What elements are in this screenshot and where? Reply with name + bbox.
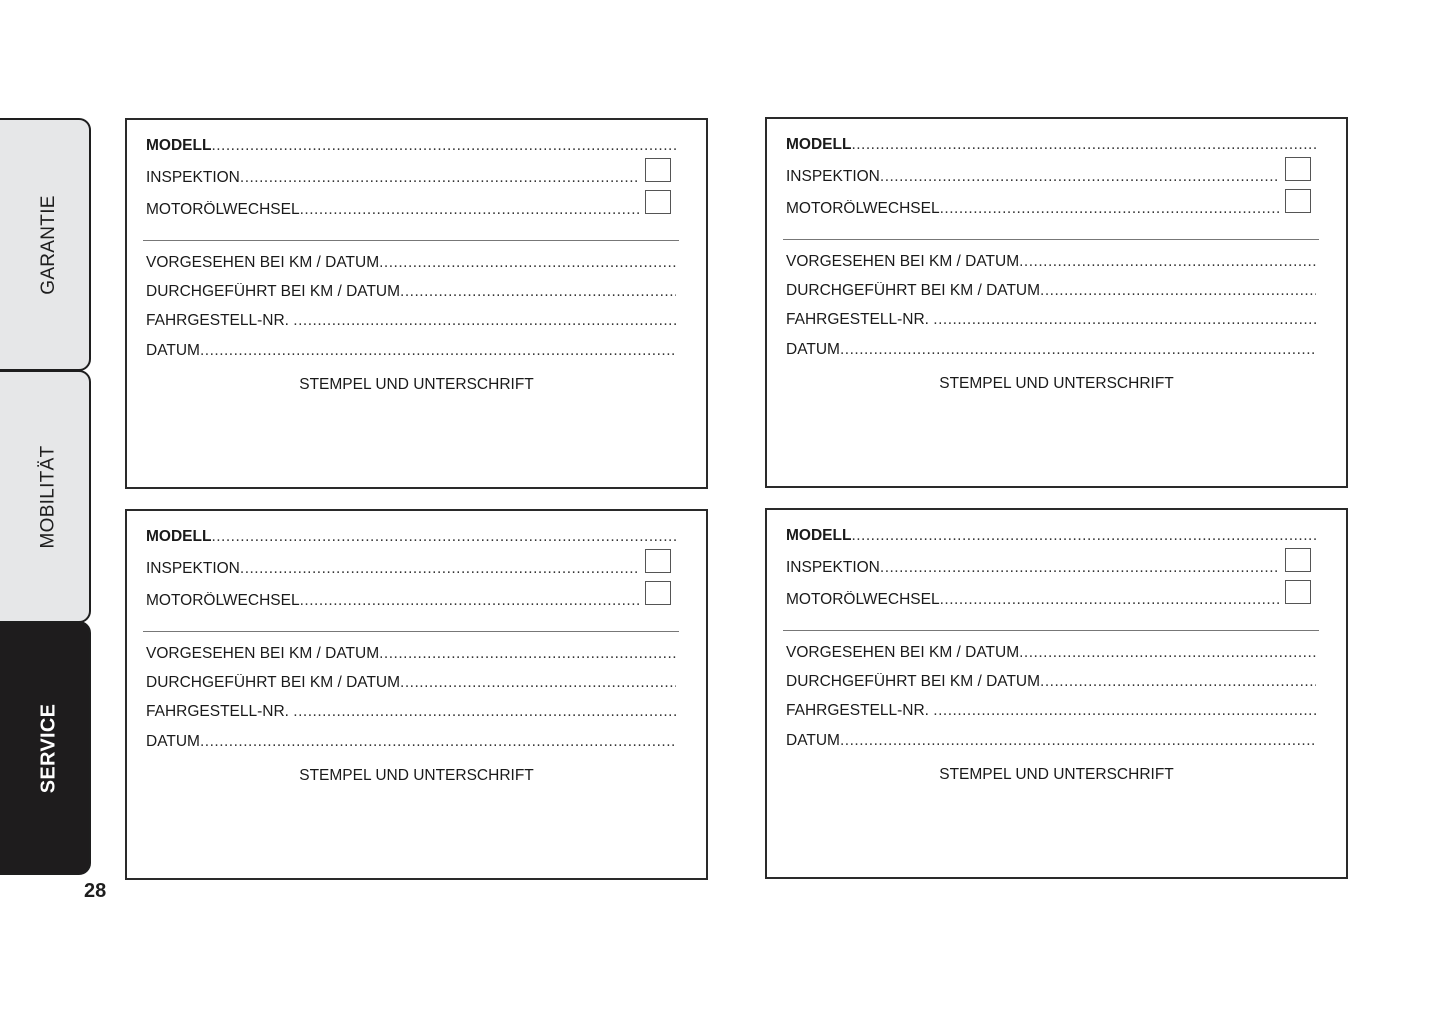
stamp-signature-label: STEMPEL UND UNTERSCHRIFT [299, 376, 534, 393]
field-label: MOTORÖLWECHSEL [146, 592, 300, 609]
service-card [125, 509, 708, 880]
vorgesehen-field[interactable] [786, 253, 1316, 271]
service-card [125, 118, 708, 489]
field-label: DURCHGEFÜHRT BEI KM / DATUM [146, 674, 401, 691]
fahrgestell-field[interactable] [786, 702, 1316, 720]
tab-garantie[interactable] [0, 118, 91, 371]
tab-label: SERVICE [37, 703, 60, 793]
inspektion-checkbox[interactable] [645, 158, 671, 182]
field-label: DATUM [146, 733, 200, 750]
motoroel-checkbox[interactable] [1285, 189, 1311, 213]
field-label: MODELL [146, 528, 212, 545]
field-label: FAHRGESTELL-NR. [146, 312, 294, 329]
modell-field[interactable] [786, 527, 1316, 545]
motoroel-checkbox[interactable] [1285, 580, 1311, 604]
stamp-signature-label: STEMPEL UND UNTERSCHRIFT [299, 767, 534, 784]
modell-field[interactable] [146, 528, 676, 546]
vorgesehen-field[interactable] [146, 645, 676, 663]
inspektion-checkbox[interactable] [645, 549, 671, 573]
datum-field[interactable] [146, 342, 676, 360]
motoroel-field [786, 591, 1280, 609]
tab-label: GARANTIE [37, 194, 59, 295]
service-card [765, 508, 1348, 879]
inspektion-field [786, 559, 1280, 577]
inspektion-checkbox[interactable] [1285, 548, 1311, 572]
field-label: INSPEKTION [146, 560, 240, 577]
field-label: DATUM [786, 732, 840, 749]
stamp-signature-label: STEMPEL UND UNTERSCHRIFT [939, 766, 1174, 783]
durchgefuehrt-field[interactable] [786, 673, 1316, 691]
motoroel-checkbox[interactable] [645, 190, 671, 214]
field-label: DATUM [146, 342, 200, 359]
field-label: MOTORÖLWECHSEL [786, 200, 940, 217]
motoroel-field [146, 201, 640, 219]
field-label: VORGESEHEN BEI KM / DATUM [786, 644, 1020, 661]
motoroel-checkbox[interactable] [645, 581, 671, 605]
field-label: MOTORÖLWECHSEL [786, 591, 940, 608]
page-number: 28 [84, 880, 107, 902]
modell-field[interactable] [786, 136, 1316, 154]
modell-field[interactable] [146, 137, 676, 155]
datum-field[interactable] [786, 341, 1316, 359]
divider [143, 631, 679, 632]
divider [143, 240, 679, 241]
field-label: INSPEKTION [786, 559, 880, 576]
field-label: FAHRGESTELL-NR. [786, 311, 934, 328]
durchgefuehrt-field[interactable] [146, 674, 676, 692]
field-label: MODELL [146, 137, 212, 154]
field-label: VORGESEHEN BEI KM / DATUM [146, 254, 380, 271]
divider [783, 239, 1319, 240]
field-label: DURCHGEFÜHRT BEI KM / DATUM [786, 282, 1041, 299]
inspektion-field [786, 168, 1280, 186]
inspektion-field [146, 560, 640, 578]
service-card [765, 117, 1348, 488]
fahrgestell-field[interactable] [146, 703, 676, 721]
field-label: MODELL [786, 136, 852, 153]
field-label: DATUM [786, 341, 840, 358]
durchgefuehrt-field[interactable] [786, 282, 1316, 300]
field-label: INSPEKTION [786, 168, 880, 185]
vorgesehen-field[interactable] [146, 254, 676, 272]
motoroel-field [786, 200, 1280, 218]
field-label: MODELL [786, 527, 852, 544]
vorgesehen-field[interactable] [786, 644, 1316, 662]
field-label: INSPEKTION [146, 169, 240, 186]
datum-field[interactable] [146, 733, 676, 751]
field-label: DURCHGEFÜHRT BEI KM / DATUM [786, 673, 1041, 690]
inspektion-checkbox[interactable] [1285, 157, 1311, 181]
field-label: DURCHGEFÜHRT BEI KM / DATUM [146, 283, 401, 300]
tab-label: MOBILITÄT [37, 445, 59, 548]
field-label: VORGESEHEN BEI KM / DATUM [786, 253, 1020, 270]
fahrgestell-field[interactable] [786, 311, 1316, 329]
divider [783, 630, 1319, 631]
tab-mobilitaet[interactable] [0, 370, 91, 623]
inspektion-field [146, 169, 640, 187]
field-label: MOTORÖLWECHSEL [146, 201, 300, 218]
durchgefuehrt-field[interactable] [146, 283, 676, 301]
field-label: FAHRGESTELL-NR. [146, 703, 294, 720]
stamp-signature-label: STEMPEL UND UNTERSCHRIFT [939, 375, 1174, 392]
fahrgestell-field[interactable] [146, 312, 676, 330]
tab-service[interactable] [0, 621, 91, 875]
datum-field[interactable] [786, 732, 1316, 750]
field-label: VORGESEHEN BEI KM / DATUM [146, 645, 380, 662]
motoroel-field [146, 592, 640, 610]
field-label: FAHRGESTELL-NR. [786, 702, 934, 719]
